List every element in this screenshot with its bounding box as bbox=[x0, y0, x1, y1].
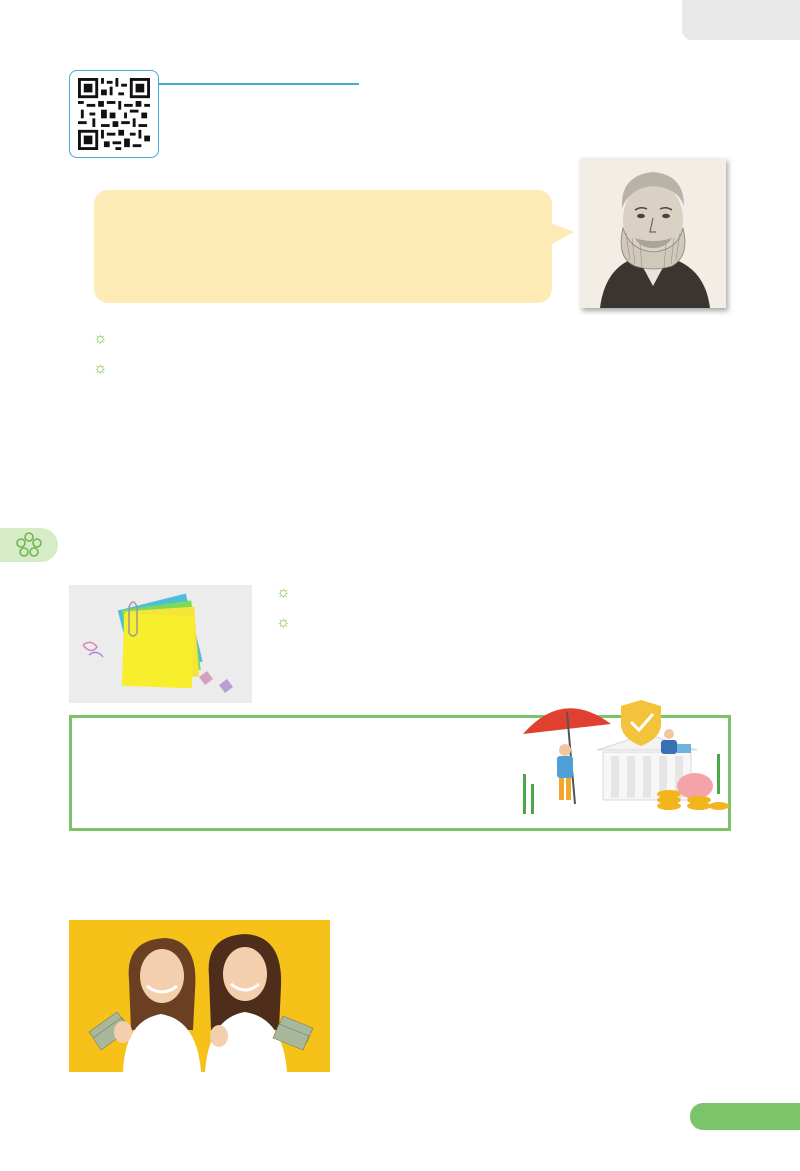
toc-link[interactable] bbox=[682, 0, 800, 40]
sun-bullet-icon: ☼ bbox=[93, 330, 108, 347]
qr-code-icon bbox=[78, 78, 150, 150]
list-item bbox=[93, 358, 733, 380]
qr-code-frame[interactable] bbox=[69, 70, 159, 158]
financial-security-illustration bbox=[519, 694, 731, 824]
quote-tail bbox=[548, 222, 574, 246]
page-number bbox=[690, 1103, 800, 1130]
task-questions bbox=[276, 582, 732, 642]
sun-bullet-icon: ☼ bbox=[276, 614, 291, 631]
qr-connector-line bbox=[159, 83, 359, 85]
bottom-dashed-divider bbox=[0, 1095, 800, 1099]
list-item bbox=[276, 582, 732, 604]
sticky-notes-image bbox=[69, 585, 252, 703]
quote-bubble bbox=[94, 190, 552, 303]
group-activity-marker bbox=[0, 528, 58, 562]
list-item bbox=[93, 328, 733, 350]
sun-bullet-icon: ☼ bbox=[93, 360, 108, 377]
quote-questions bbox=[93, 328, 733, 388]
sun-bullet-icon: ☼ bbox=[276, 584, 291, 601]
author-portrait bbox=[580, 158, 726, 308]
girls-with-money-photo bbox=[69, 920, 330, 1072]
group-work-icon bbox=[14, 531, 44, 559]
top-dotted-divider bbox=[10, 27, 690, 39]
list-item bbox=[276, 612, 732, 634]
